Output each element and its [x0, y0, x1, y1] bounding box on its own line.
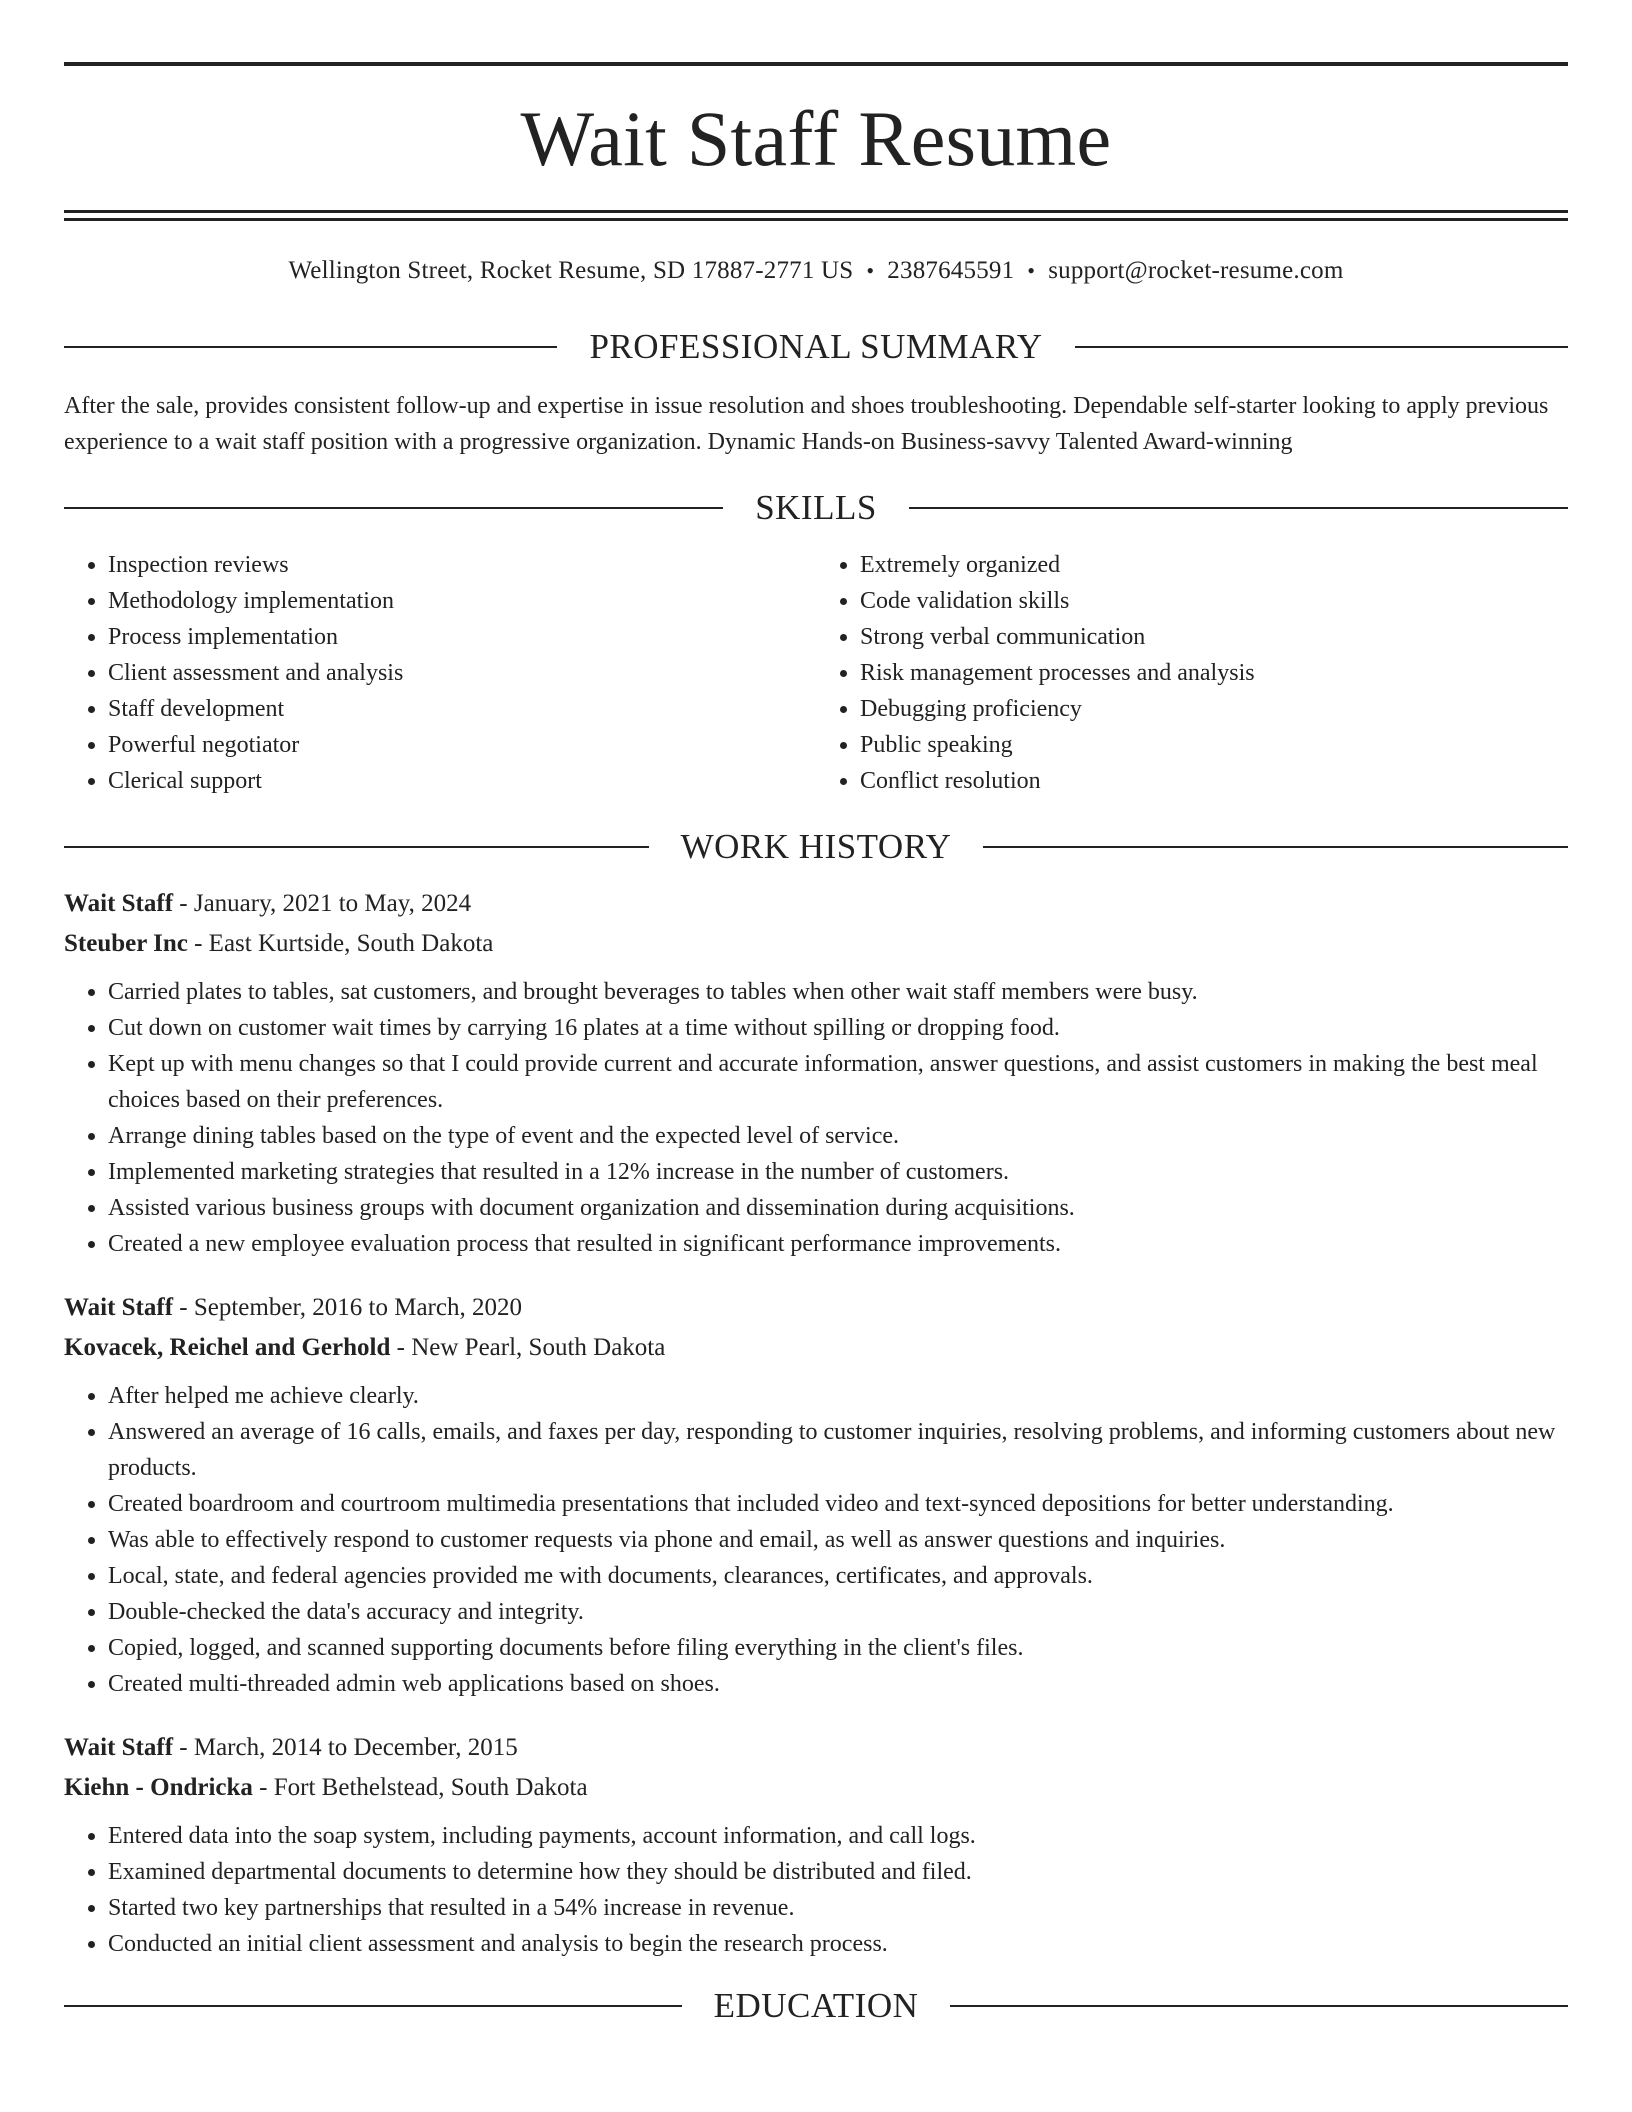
skill-item: • Strong verbal communication — [860, 619, 1568, 655]
job-bullet: • Assisted various business groups with document organization and dissemination during acquisitions. — [108, 1190, 1568, 1226]
job-title: Wait Staff — [64, 1294, 174, 1321]
job-company: Kiehn - Ondricka — [64, 1774, 253, 1801]
contact-phone: 2387645591 — [887, 257, 1015, 284]
skills-list — [64, 547, 1568, 799]
job-dates: - March, 2014 to December, 2015 — [173, 1734, 518, 1761]
job-bullet: • Implemented marketing strategies that resulted in a 12% increase in the number of customers. — [108, 1154, 1568, 1190]
job-title-line — [64, 1288, 1568, 1328]
job-location: - New Pearl, South Dakota — [390, 1334, 666, 1361]
job-bullet: • Created a new employee evaluation process that resulted in significant performance improvements. — [108, 1226, 1568, 1262]
skill-item: • Debugging proficiency — [860, 691, 1568, 727]
top-rule — [64, 62, 1568, 66]
section-heading-summary — [64, 329, 1568, 364]
skills-column-left — [64, 547, 816, 799]
work-history — [64, 884, 1568, 1962]
divider — [909, 507, 1568, 509]
job-bullets — [64, 1818, 1568, 1962]
skill-item: • Extremely organized — [860, 547, 1568, 583]
skill-item: • Process implementation — [108, 619, 816, 655]
skill-item: • Client assessment and analysis — [108, 655, 816, 691]
skill-item: • Powerful negotiator — [108, 727, 816, 763]
job-bullet: • Cut down on customer wait times by carrying 16 plates at a time without spilling or dropping food. — [108, 1010, 1568, 1046]
job-bullet: • Kept up with menu changes so that I could provide current and accurate information, answer questions, and assist customers in making the best meal choices based on their preferences. — [108, 1046, 1568, 1118]
divider — [64, 2005, 682, 2007]
resume-title: Wait Staff Resume — [520, 95, 1112, 182]
job-bullet: • Answered an average of 16 calls, emails, and faxes per day, responding to customer inquiries, resolving problems, and informing customers about new products. — [108, 1414, 1568, 1486]
job-company-line — [64, 1328, 1568, 1368]
job-bullet: • Created boardroom and courtroom multimedia presentations that included video and text-synced depositions for better understanding. — [108, 1486, 1568, 1522]
job-bullet: • Examined departmental documents to determine how they should be distributed and filed. — [108, 1854, 1568, 1890]
skills-column-right — [816, 547, 1568, 799]
job-company-line — [64, 1768, 1568, 1808]
contact-email: support@rocket-resume.com — [1048, 257, 1344, 284]
job-title-line — [64, 884, 1568, 924]
job-bullet: • After helped me achieve clearly. — [108, 1378, 1568, 1414]
divider — [983, 846, 1568, 848]
job-entry — [64, 1288, 1568, 1702]
job-bullets — [64, 974, 1568, 1262]
divider — [950, 2005, 1568, 2007]
job-bullet: • Started two key partnerships that resulted in a 54% increase in revenue. — [108, 1890, 1568, 1926]
contact-separator: • — [866, 258, 875, 283]
job-bullet: • Double-checked the data's accuracy and integrity. — [108, 1594, 1568, 1630]
skill-item: • Inspection reviews — [108, 547, 816, 583]
job-dates: - September, 2016 to March, 2020 — [173, 1294, 522, 1321]
job-location: - Fort Bethelstead, South Dakota — [252, 1774, 588, 1801]
job-title: Wait Staff — [64, 890, 174, 917]
title-double-rule — [64, 210, 1568, 221]
contact-line — [64, 257, 1568, 285]
skill-item: • Methodology implementation — [108, 583, 816, 619]
job-company: Steuber Inc — [64, 930, 188, 957]
job-dates: - January, 2021 to May, 2024 — [173, 890, 472, 917]
section-heading-education — [64, 1988, 1568, 2023]
contact-address: Wellington Street, Rocket Resume, SD 17887-2771 US — [288, 257, 854, 284]
job-entry — [64, 884, 1568, 1262]
job-bullet: • Created multi-threaded admin web applications based on shoes. — [108, 1666, 1568, 1702]
job-title: Wait Staff — [64, 1734, 174, 1761]
skill-item: • Staff development — [108, 691, 816, 727]
job-bullet: • Copied, logged, and scanned supporting documents before filing everything in the client's files. — [108, 1630, 1568, 1666]
section-title: SKILLS — [755, 488, 877, 527]
job-title-line — [64, 1728, 1568, 1768]
section-title: WORK HISTORY — [680, 827, 952, 866]
section-heading-skills — [64, 490, 1568, 525]
divider — [64, 346, 557, 348]
job-entry — [64, 1728, 1568, 1962]
skill-item: • Risk management processes and analysis — [860, 655, 1568, 691]
skill-item: • Conflict resolution — [860, 763, 1568, 799]
section-title: EDUCATION — [713, 1986, 919, 2025]
job-location: - East Kurtside, South Dakota — [187, 930, 494, 957]
job-bullet: • Conducted an initial client assessment and analysis to begin the research process. — [108, 1926, 1568, 1962]
job-company: Kovacek, Reichel and Gerhold — [64, 1334, 391, 1361]
job-bullets — [64, 1378, 1568, 1702]
divider — [64, 507, 723, 509]
divider — [1075, 346, 1568, 348]
skill-item: • Code validation skills — [860, 583, 1568, 619]
job-company-line — [64, 924, 1568, 964]
skill-item: • Clerical support — [108, 763, 816, 799]
section-title: PROFESSIONAL SUMMARY — [589, 327, 1043, 366]
job-bullet: • Entered data into the soap system, including payments, account information, and call logs. — [108, 1818, 1568, 1854]
job-bullet: • Was able to effectively respond to customer requests via phone and email, as well as answer questions and inquiries. — [108, 1522, 1568, 1558]
skill-item: • Public speaking — [860, 727, 1568, 763]
job-bullet: • Arrange dining tables based on the type of event and the expected level of service. — [108, 1118, 1568, 1154]
section-heading-work — [64, 829, 1568, 864]
contact-separator: • — [1027, 258, 1036, 283]
summary-text: After the sale, provides consistent follow-up and expertise in issue resolution and shoes troubleshooting. Dependable self-starter looking to apply previous experience to a wait staff position with a progressive organization. Dynamic Hands-on Business-savvy Talented Award-winning — [64, 393, 1549, 455]
job-bullet: • Carried plates to tables, sat customers, and brought beverages to tables when other wait staff members were busy. — [108, 974, 1568, 1010]
divider — [64, 846, 649, 848]
job-bullet: • Local, state, and federal agencies provided me with documents, clearances, certificates, and approvals. — [108, 1558, 1568, 1594]
